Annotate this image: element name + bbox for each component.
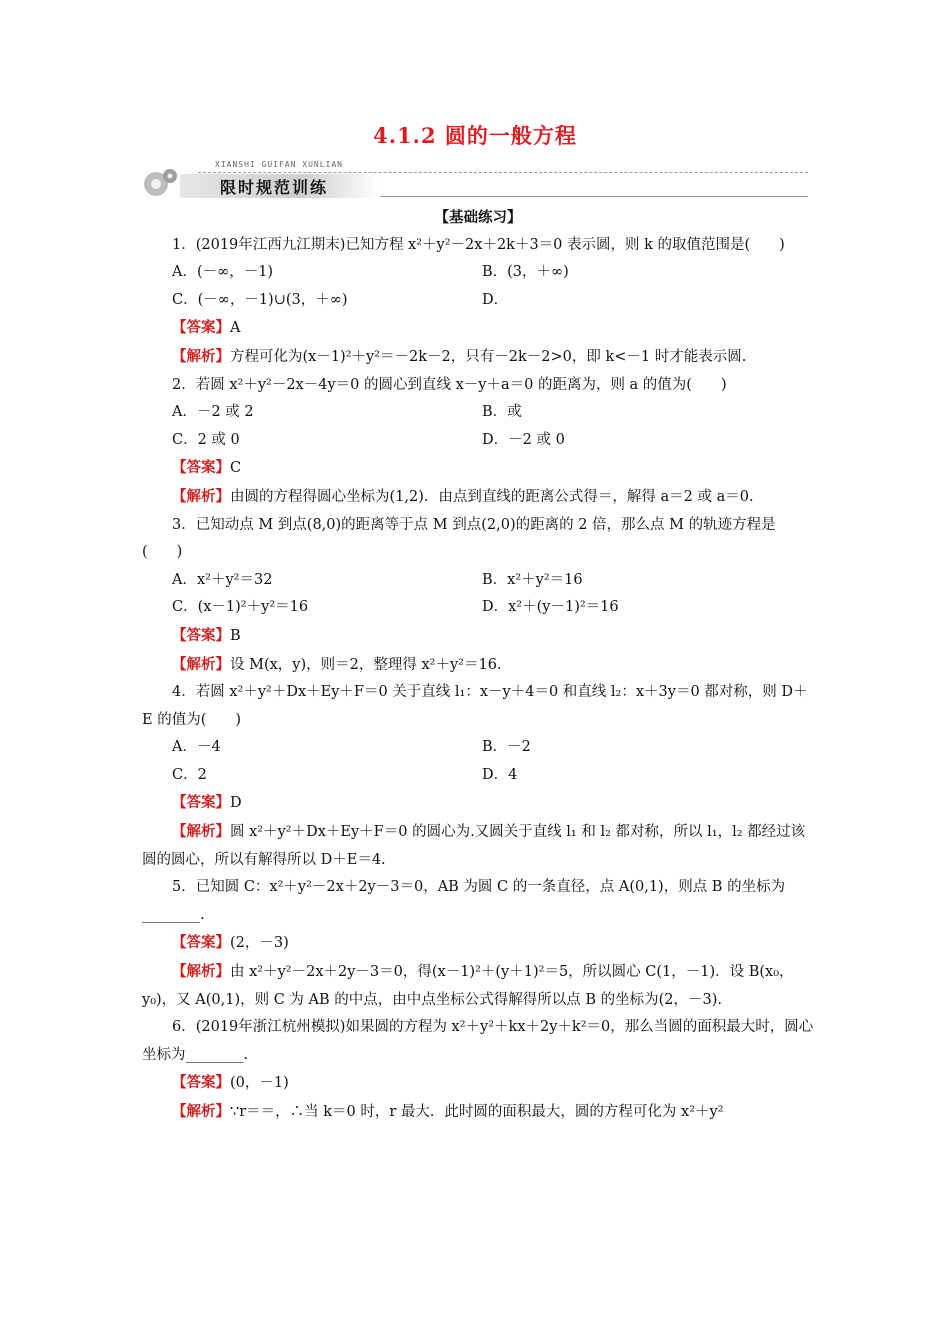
option-c: C．2	[172, 766, 207, 783]
question-3-options-ab	[142, 567, 814, 595]
option-b: B．x²＋y²＝16	[482, 571, 583, 588]
option-d: D．x²＋(y－1)²＝16	[482, 599, 619, 616]
analysis-text: 设 M(x，y)，则＝2，整理得 x²＋y²＝16.	[230, 656, 502, 673]
answer-tag: 【答案】	[172, 319, 230, 337]
question-5-analysis	[142, 958, 814, 1014]
question-4-options-ab	[142, 734, 814, 762]
question-5-answer	[142, 929, 814, 958]
answer-value: A	[230, 320, 241, 337]
analysis-tag: 【解析】	[172, 347, 230, 365]
answer-tag: 【答案】	[172, 1074, 230, 1092]
question-6-analysis	[142, 1098, 814, 1127]
question-4-stem: 4．若圆 x²＋y²＋Dx＋Ey＋F＝0 关于直线 l₁：x－y＋4＝0 和直线 l₂：x＋3y＝0 都对称，则 D＋E 的值为( )	[142, 684, 808, 728]
analysis-tag: 【解析】	[172, 963, 230, 981]
option-c: C．(x－1)²＋y²＝16	[172, 599, 309, 616]
analysis-tag: 【解析】	[172, 487, 230, 505]
question-3-stem: 3．已知动点 M 到点(8,0)的距离等于点 M 到点(2,0)的距离的 2 倍，那么点 M 的轨迹方程是( )	[142, 516, 776, 561]
question-2-options-cd	[142, 427, 814, 455]
analysis-text: 圆 x²＋y²＋Dx＋Ey＋F＝0 的圆心为.又圆关于直线 l₁ 和 l₂ 都对称，所以 l₁，l₂ 都经过该圆的圆心，所以有解得所以 D＋E＝4.	[142, 824, 806, 868]
option-c: C．(－∞，－1)∪(3，＋∞)	[172, 291, 348, 308]
question-1-answer	[142, 314, 814, 343]
analysis-text: ∵r＝＝，∴当 k＝0 时，r 最大．此时圆的面积最大，圆的方程可化为 x²＋y²	[230, 1104, 724, 1120]
question-3-answer	[142, 622, 814, 651]
option-b: B．或	[482, 404, 522, 421]
question-4-answer	[142, 789, 814, 818]
analysis-text: 由 x²＋y²－2x＋2y－3＝0，得(x－1)²＋(y＋1)²＝5，所以圆心 C(1，－1)．设 B(x₀，y₀)，又 A(0,1)，则 C 为 AB 的中点，由中点坐标公式得解得所以点 B 的坐标为(2，－3).	[142, 964, 794, 1008]
answer-value: D	[230, 795, 242, 812]
question-1-stem: 1．(2019年江西九江期末)已知方程 x²＋y²－2x＋2k＋3＝0 表示圆，则 k 的取值范围是( )	[172, 236, 785, 253]
banner-english: XIANSHI GUIFAN XUNLIAN	[215, 160, 343, 169]
analysis-tag: 【解析】	[172, 1103, 230, 1120]
option-a: A．(－∞，－1)	[172, 264, 274, 281]
option-d: D．	[482, 291, 509, 308]
analysis-tag: 【解析】	[172, 823, 230, 841]
question-4-options-cd	[142, 762, 814, 790]
answer-value: (2，－3)	[230, 935, 289, 952]
question-1-options-cd	[142, 287, 814, 315]
question-6-stem: 6．(2019年浙江杭州模拟)如果圆的方程为 x²＋y²＋kx＋2y＋k²＝0，那么当圆的面积最大时，圆心坐标为________.	[142, 1019, 814, 1063]
question-3-options-cd	[142, 594, 814, 622]
analysis-text: 方程可化为(x－1)²＋y²＝－2k－2，只有－2k－2>0，即 k<－1 时才能表示圆.	[230, 348, 747, 365]
answer-tag: 【答案】	[172, 626, 230, 644]
question-1-options-ab	[142, 259, 814, 287]
question-3-analysis	[142, 651, 814, 680]
question-2-analysis	[142, 483, 814, 512]
answer-value: (0，－1)	[230, 1075, 289, 1092]
analysis-tag: 【解析】	[172, 655, 230, 673]
option-a: A．x²＋y²＝32	[172, 571, 273, 588]
question-1-analysis	[142, 343, 814, 372]
answer-tag: 【答案】	[172, 794, 230, 812]
question-2-options-ab	[142, 399, 814, 427]
option-b: B．(3，＋∞)	[482, 264, 569, 281]
option-b: B．－2	[482, 739, 531, 756]
option-d: D．－2 或 0	[482, 431, 565, 448]
question-6-answer	[142, 1069, 814, 1098]
section-heading: 【基础练习】	[434, 209, 522, 226]
banner-dashed-line	[198, 172, 808, 173]
question-2-answer	[142, 454, 814, 483]
option-a: A．－4	[172, 739, 221, 756]
section-banner	[140, 160, 808, 206]
answer-value: C	[230, 460, 242, 477]
question-4-analysis	[142, 818, 814, 874]
answer-value: B	[230, 627, 241, 644]
answer-tag: 【答案】	[172, 934, 230, 952]
question-5-stem: 5．已知圆 C：x²＋y²－2x＋2y－3＝0，AB 为圆 C 的一条直径，点 A(0,1)，则点 B 的坐标为________.	[142, 879, 786, 923]
analysis-text: 由圆的方程得圆心坐标为(1,2)．由点到直线的距离公式得＝，解得 a＝2 或 a＝0.	[230, 488, 754, 505]
answer-tag: 【答案】	[172, 459, 230, 477]
gear-icon	[140, 162, 180, 202]
page-title: 4.1.2 圆的一般方程	[373, 123, 577, 148]
option-a: A．－2 或 2	[172, 404, 254, 421]
exercise-content	[142, 204, 814, 1127]
option-d: D．4	[482, 766, 518, 783]
option-c: C．2 或 0	[172, 431, 240, 448]
banner-chinese: 限时规范训练	[220, 178, 329, 197]
banner-rule	[380, 196, 808, 197]
question-2-stem: 2．若圆 x²＋y²－2x－4y＝0 的圆心到直线 x－y＋a＝0 的距离为，则 a 的值为( )	[172, 376, 727, 393]
